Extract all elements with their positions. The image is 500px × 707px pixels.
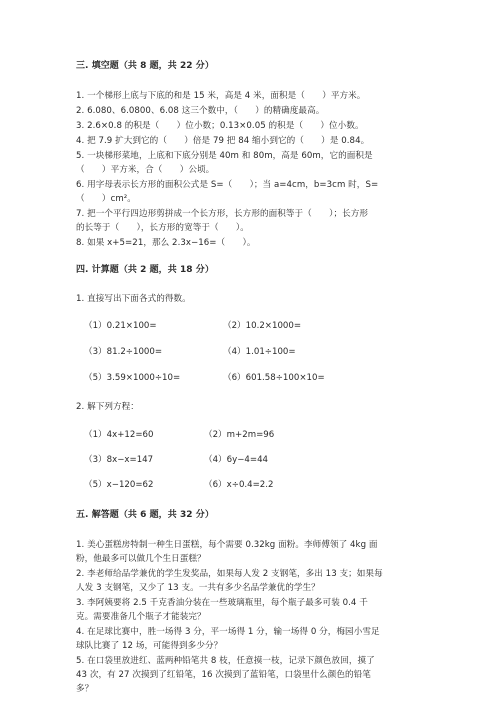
equation-item: （5）x−120=62 (84, 480, 154, 490)
equation-item: （1）4x+12=60 (84, 430, 154, 440)
equation-item: （3）8x−x=147 (84, 455, 154, 465)
section-heading-calc: 四. 计算题（共 2 题，共 18 分） (76, 265, 214, 275)
fill-question-line: 7. 把一个平行四边形剪拼成一个长方形，长方形的面积等于（ ）；长方形 (76, 209, 369, 219)
fill-question-line: 8. 如果 x+5=21，那么 2.3x−16=（ ）。 (76, 238, 256, 248)
answer-question-line: 粉，他最多可以做几个生日蛋糕？ (76, 554, 206, 564)
calc-item: （4）1.01÷100= (223, 347, 296, 357)
section-heading-fill: 三. 填空题（共 8 题，共 22 分） (76, 61, 214, 71)
answer-question-line: 1. 美心蛋糕房特制一种生日蛋糕，每个需要 0.32kg 面粉。李师傅领了 4kg 面 (76, 540, 378, 550)
fill-question-line: 4. 把 7.9 扩大到它的（ ）倍是 79 把 84 缩小到它的（ ）是 0.84。 (76, 136, 370, 146)
calc-q2-title: 2. 解下列方程： (76, 402, 139, 412)
answer-question-line: 5. 在口袋里放进红、蓝两种铅笔共 8 枝，任意摸一枝，记录下颜色放回，摸了 (76, 656, 375, 666)
fill-question-line: 1. 一个梯形上底与下底的和是 15 米，高是 4 米，面积是（ ）平方米。 (76, 91, 366, 101)
answer-question-line: 人发 3 支钢笔，又少了 13 支。一共有多少名品学兼优的学生？ (76, 583, 320, 593)
answer-question-line: 43 次，有 27 次摸到了红铅笔，16 次摸到了蓝铅笔，口袋里什么颜色的铅笔 (76, 670, 371, 680)
equation-item: （4）6y−4=44 (204, 455, 269, 465)
fill-question-line: 5. 一块梯形菜地，上底和下底分别是 40m 和 80m，高是 60m，它的面积是 (76, 151, 373, 161)
fill-question-line: （ ）平方米，合（ ）公顷。 (76, 165, 215, 175)
calc-item: （5）3.59×1000÷10= (84, 373, 181, 383)
answer-question-line: 2. 李老师给品学兼优的学生发奖品，如果每人发 2 支钢笔，多出 13 支；如果每 (76, 569, 383, 579)
calc-item: （2）10.2×1000= (223, 321, 302, 331)
section-heading-answer: 五. 解答题（共 6 题，共 32 分） (76, 510, 214, 520)
calc-item: （1）0.21×100= (84, 321, 157, 331)
fill-question-line: 6. 用字母表示长方形的面积公式是 S=（ ）；当 a=4cm，b=3cm 时，S= (76, 180, 379, 190)
calc-item: （3）81.2÷1000= (84, 347, 163, 357)
answer-question-line: 球队比赛了 12 场，可能得到多少分？ (76, 641, 223, 651)
calc-q1-title: 1. 直接写出下面各式的得数。 (76, 294, 191, 304)
calc-item: （6）601.58÷100×10= (223, 373, 325, 383)
answer-question-line: 克。需要准备几个瓶子才能装完？ (76, 612, 206, 622)
fill-question-line: 2. 6.080、6.0800、6.08 这三个数中，（ ）的精确度最高。 (76, 106, 325, 116)
answer-question-line: 3. 李阿姨要将 2.5 千克香油分装在一些玻璃瓶里，每个瓶子最多可装 0.4 千 (76, 598, 368, 608)
answer-question-line: 多？ (76, 684, 94, 694)
answer-question-line: 4. 在足球比赛中，胜一场得 3 分，平一场得 1 分，输一场得 0 分，梅园小雪足 (76, 627, 380, 637)
equation-item: （2）m+2m=96 (204, 430, 275, 440)
fill-question-line: 3. 2.6×0.8 的积是（ ）位小数；0.13×0.05 的积是（ ）位小数。 (76, 121, 364, 131)
fill-question-line: 的长等于（ ），长方形的宽等于（ ）。 (76, 223, 249, 233)
equation-item: （6）x÷0.4=2.2 (204, 480, 274, 490)
fill-question-line: （ ）cm²。 (76, 194, 136, 204)
